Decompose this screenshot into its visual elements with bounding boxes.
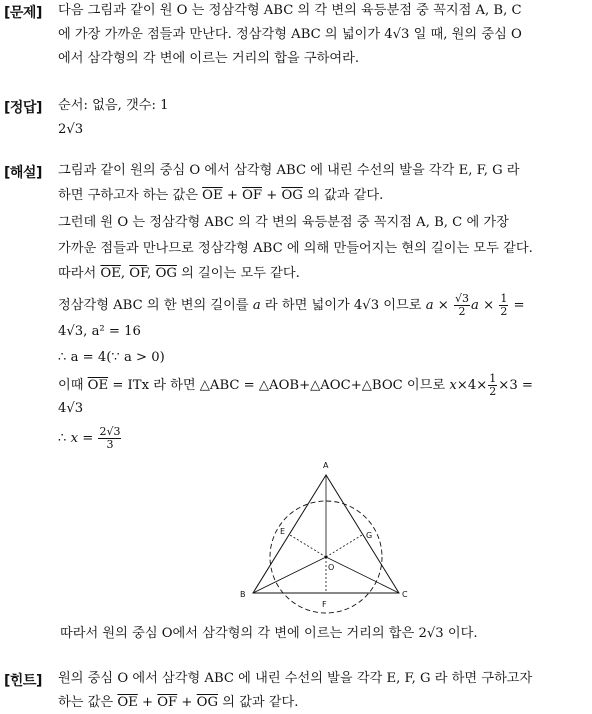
- fraction-1-over-2: $\frac{1}{2}$: [489, 372, 497, 398]
- vertex-label-b: B: [240, 590, 246, 599]
- perpendicular-oe: [290, 535, 326, 557]
- segment-oe: $\overline{OE}$: [117, 695, 138, 710]
- hint-line-2: [58, 693, 298, 713]
- point-label-e: E: [280, 527, 286, 536]
- explanation-line-7: 4√3, a² = 16: [58, 324, 141, 339]
- segment-of: $\overline{OF}$: [157, 695, 178, 710]
- explanation-line-6: [58, 293, 525, 318]
- fraction-1-over-2: $\frac{1}{2}$: [500, 292, 508, 318]
- text: = ITx 라 하면 △ABC = △AOB+△AOC+△BOC 이므로: [108, 378, 450, 393]
- point-label-g: G: [366, 531, 373, 540]
- plus: +: [222, 188, 243, 203]
- explanation-line-8: ∴ a = 4(∵ a > 0): [58, 350, 165, 365]
- center-point-o: [325, 556, 328, 559]
- var-a: a: [471, 298, 479, 313]
- times: ×: [478, 298, 499, 313]
- segment-of: $\overline{OF}$: [242, 188, 263, 203]
- answer-value: 2√3: [58, 122, 84, 137]
- plus: +: [177, 695, 197, 710]
- problem-line-1: 다음 그림과 같이 원 O 는 정삼각형 ABC 의 각 변의 육등분점 중 꼭지점 A, B, C: [58, 3, 522, 18]
- text: ,: [120, 266, 130, 281]
- explanation-line-4: 가까운 점들과 만나므로 정삼각형 ABC 에 의해 만들어지는 현의 길이는 모두 같다.: [58, 241, 533, 256]
- text: 이때: [58, 378, 88, 393]
- hint-label: [힌트]: [4, 673, 42, 689]
- var-x: x: [70, 431, 79, 446]
- answer-label: [정답]: [4, 100, 42, 116]
- var-a: a: [425, 298, 434, 313]
- explanation-line-11: [58, 426, 122, 451]
- text: 정삼각형 ABC 의 한 변의 길이를: [58, 298, 253, 313]
- segment-og: $\overline{OG}$: [155, 266, 177, 281]
- segment-of: $\overline{OF}$: [129, 266, 148, 281]
- explanation-line-5: [58, 264, 300, 284]
- segment-oe: $\overline{OE}$: [87, 378, 109, 393]
- text: 따라서: [58, 266, 101, 281]
- times: ×: [433, 298, 454, 313]
- var-a: a: [252, 298, 261, 313]
- equals: =: [509, 298, 525, 313]
- text: ,: [147, 266, 156, 281]
- explanation-label: [해설]: [4, 165, 42, 181]
- text: 하는 값은: [58, 695, 118, 710]
- explanation-conclusion: 따라서 원의 중심 O에서 삼각형의 각 변에 이르는 거리의 합은 2√3 이다.: [60, 626, 478, 641]
- text: 의 값과 같다.: [218, 695, 299, 710]
- text: ×4×: [456, 378, 488, 393]
- hint-line-1: 원의 중심 O 에서 삼각형 ABC 에 내린 수선의 발을 각각 E, F, G 라 하면 구하고자: [58, 671, 533, 686]
- perpendicular-og: [326, 535, 362, 557]
- segment-oe: $\overline{OE}$: [202, 188, 223, 203]
- text: 라 하면 넓이가 4√3 이므로: [260, 298, 426, 313]
- therefore: ∴: [58, 431, 71, 446]
- segment-oe: $\overline{OE}$: [100, 266, 121, 281]
- explanation-line-1: 그림과 같이 원의 중심 O 에서 삼각형 ABC 에 내린 수선의 발을 각각 E, F, G 라: [58, 163, 520, 178]
- text: ×3 =: [498, 378, 533, 393]
- geometry-figure: [230, 455, 420, 615]
- problem-line-2: 에 가장 가까운 점들과 만난다. 정삼각형 ABC 의 넓이가 4√3 일 때, 원의 중심 O: [58, 27, 522, 42]
- problem-line-3: 에서 삼각형의 각 변에 이르는 거리의 합을 구하여라.: [58, 51, 360, 66]
- segment-og: $\overline{OG}$: [196, 695, 218, 710]
- var-x: x: [449, 378, 457, 393]
- plus: +: [137, 695, 158, 710]
- fraction-2sqrt3-over-3: $\frac{2√3}{3}$: [99, 425, 121, 451]
- segment-og: $\overline{OG}$: [281, 188, 303, 203]
- explanation-line-10: 4√3: [58, 401, 84, 416]
- text: 하면 구하고자 하는 값은: [58, 188, 203, 203]
- problem-label: [문제]: [4, 5, 42, 21]
- explanation-line-9: [58, 373, 533, 398]
- vertex-label-c: C: [402, 590, 408, 599]
- vertex-label-a: A: [323, 461, 329, 470]
- point-label-o: O: [328, 563, 335, 572]
- explanation-line-3: 그런데 원 O 는 정삼각형 ABC 의 각 변의 육등분점 중 꼭지점 A, B, C 에 가장: [58, 215, 509, 230]
- fraction-sqrt3-over-2: $\frac{√3}{2}$: [455, 292, 470, 318]
- plus: +: [262, 188, 282, 203]
- text: 의 값과 같다.: [302, 188, 384, 203]
- answer-line-1: 순서: 없음, 갯수: 1: [58, 98, 169, 113]
- point-label-f: F: [322, 600, 327, 609]
- equals: =: [78, 431, 98, 446]
- explanation-line-2: [58, 186, 383, 206]
- text: 의 길이는 모두 같다.: [176, 266, 300, 281]
